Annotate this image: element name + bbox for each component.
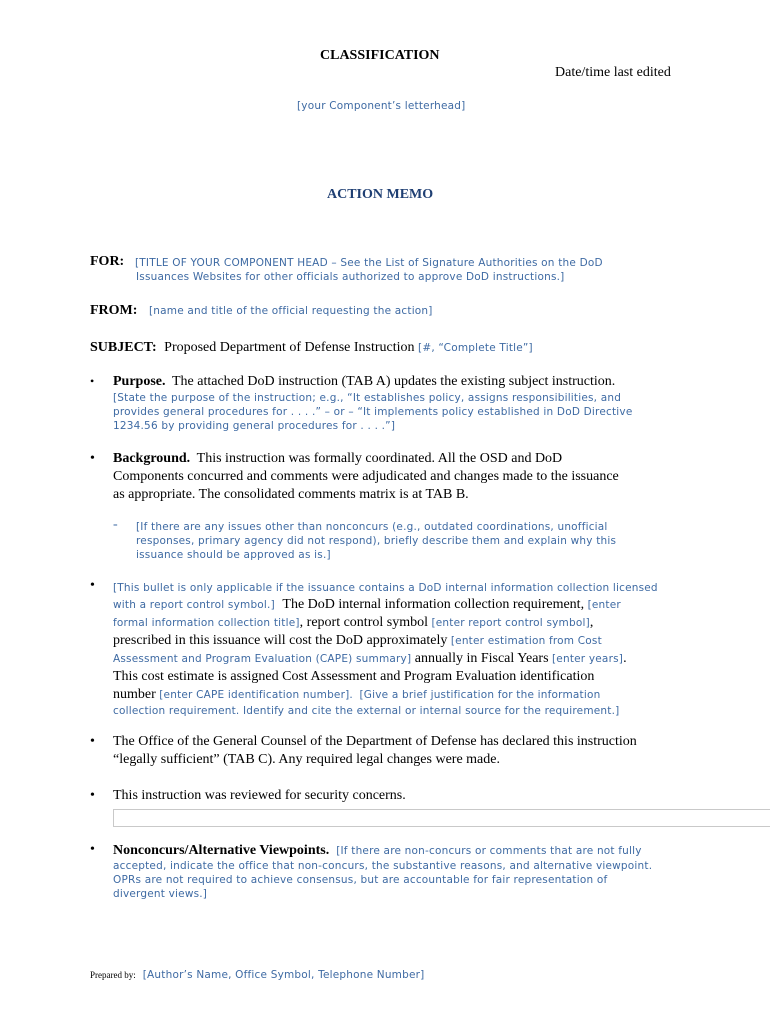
collection-ph-10: [Give a brief justification for the information xyxy=(359,689,601,701)
background-sub-placeholder xyxy=(136,520,616,562)
collection-text-2: , report control symbol xyxy=(299,615,428,630)
collection-ph-11: collection requirement. Identify and cite the external or internal source for the requirement.] xyxy=(113,705,620,717)
prepared-by-value: [Author’s Name, Office Symbol, Telephone Number] xyxy=(142,969,425,981)
collection-ph-7: Assessment and Program Evaluation (CAPE) summary] xyxy=(113,653,412,665)
from-value: [name and title of the official requesting the action] xyxy=(149,305,433,317)
collection-ph-3: [enter xyxy=(587,599,621,611)
collection-text-5: annually in Fiscal Years xyxy=(414,651,549,666)
nonconcurs-section xyxy=(113,842,713,901)
for-line-2: Issuances Websites for other officials authorized to approve DoD instructions.] xyxy=(136,271,565,283)
purpose-section xyxy=(113,373,713,433)
background-heading: Background. xyxy=(113,451,191,466)
bullet-security: • xyxy=(90,788,95,803)
bullet-purpose: • xyxy=(90,374,95,388)
prepared-by xyxy=(90,965,424,983)
bullet-legal: • xyxy=(90,734,95,749)
purpose-text: The attached DoD instruction (TAB A) updates the existing subject instruction. xyxy=(172,374,616,389)
security-input-box[interactable] xyxy=(113,809,770,827)
security-text: This instruction was reviewed for security concerns. xyxy=(113,788,406,803)
collection-ph-6: [enter estimation from Cost xyxy=(450,635,602,647)
nonconcurs-ph-1: [If there are non-concurs or comments that are not fully xyxy=(336,845,642,857)
subject-line xyxy=(90,339,533,357)
collection-section xyxy=(113,580,713,718)
collection-text-6: . xyxy=(623,651,627,666)
collection-ph-5: [enter report control symbol] xyxy=(431,617,590,629)
nonconcurs-ph-4: divergent views.] xyxy=(113,888,208,900)
for-line-1: [TITLE OF YOUR COMPONENT HEAD – See the List of Signature Authorities on the DoD xyxy=(135,257,603,269)
purpose-ph-line-1: [State the purpose of the instruction; e.g., “It establishes policy, assigns responsibilities, and xyxy=(113,392,622,404)
collection-text-7: This cost estimate is assigned Cost Assessment and Program Evaluation identification xyxy=(113,669,595,684)
bullet-nonconcurs: • xyxy=(90,842,95,857)
background-sub-line-3: issuance should be approved as is.] xyxy=(136,549,331,561)
from-label: FROM: xyxy=(90,303,138,318)
collection-ph-4: formal information collection title] xyxy=(113,617,300,629)
for-value xyxy=(135,256,603,284)
purpose-ph-line-2: provides general procedures for . . . .” – or – “It implements policy established in DoD Directive xyxy=(113,406,633,418)
purpose-placeholder xyxy=(113,391,713,433)
collection-text-3: , xyxy=(589,615,594,630)
purpose-heading: Purpose. xyxy=(113,374,166,389)
nonconcurs-placeholder-rest xyxy=(113,859,713,901)
bullet-collection: • xyxy=(90,578,95,593)
for-label: FOR: xyxy=(90,254,125,269)
date-last-edited: Date/time last edited xyxy=(555,65,671,80)
nonconcurs-ph-2: accepted, indicate the office that non-concurs, the substantive reasons, and alternative viewpoint. xyxy=(113,860,653,872)
letterhead-placeholder: [your Component’s letterhead] xyxy=(297,100,466,112)
background-sub-dash: - xyxy=(113,517,118,532)
collection-ph-8: [enter years] xyxy=(552,653,624,665)
memo-title: ACTION MEMO xyxy=(327,187,434,202)
bullet-background: • xyxy=(90,451,95,466)
legal-section xyxy=(113,733,713,769)
legal-line-1: The Office of the General Counsel of the Department of Defense has declared this instruction xyxy=(113,734,637,749)
collection-text-8: number xyxy=(113,687,156,702)
collection-ph-9: [enter CAPE identification number]. xyxy=(159,689,353,701)
collection-ph-2: with a report control symbol.] xyxy=(113,599,275,611)
background-line-3: as appropriate. The consolidated comments matrix is at TAB B. xyxy=(113,487,469,502)
subject-placeholder: [#, “Complete Title”] xyxy=(418,342,533,354)
nonconcurs-ph-3: OPRs are not required to achieve consensus, but are accountable for fair representation of xyxy=(113,874,608,886)
purpose-ph-line-3: 1234.56 by providing general procedures for . . . .”] xyxy=(113,420,396,432)
subject-label: SUBJECT: xyxy=(90,340,157,355)
background-sub-line-2: responses, primary agency did not respond), briefly describe them and explain why this xyxy=(136,535,617,547)
classification-header: CLASSIFICATION xyxy=(320,48,440,63)
collection-ph-1: [This bullet is only applicable if the issuance contains a DoD internal information collection licensed xyxy=(113,582,658,594)
collection-text-4: prescribed in this issuance will cost the DoD approximately xyxy=(113,633,448,648)
prepared-by-label: Prepared by: xyxy=(90,970,136,980)
collection-text-1: The DoD internal information collection requirement, xyxy=(282,597,585,612)
background-line-1: This instruction was formally coordinated. All the OSD and DoD xyxy=(196,451,563,466)
background-line-2: Components concurred and comments were adjudicated and changes made to the issuance xyxy=(113,469,619,484)
nonconcurs-heading: Nonconcurs/Alternative Viewpoints. xyxy=(113,843,330,858)
subject-text: Proposed Department of Defense Instruction xyxy=(164,340,415,355)
background-sub-line-1: [If there are any issues other than nonconcurs (e.g., outdated coordinations, unofficial xyxy=(136,521,608,533)
background-section xyxy=(113,450,683,504)
legal-line-2: “legally sufficient” (TAB C). Any required legal changes were made. xyxy=(113,752,500,767)
